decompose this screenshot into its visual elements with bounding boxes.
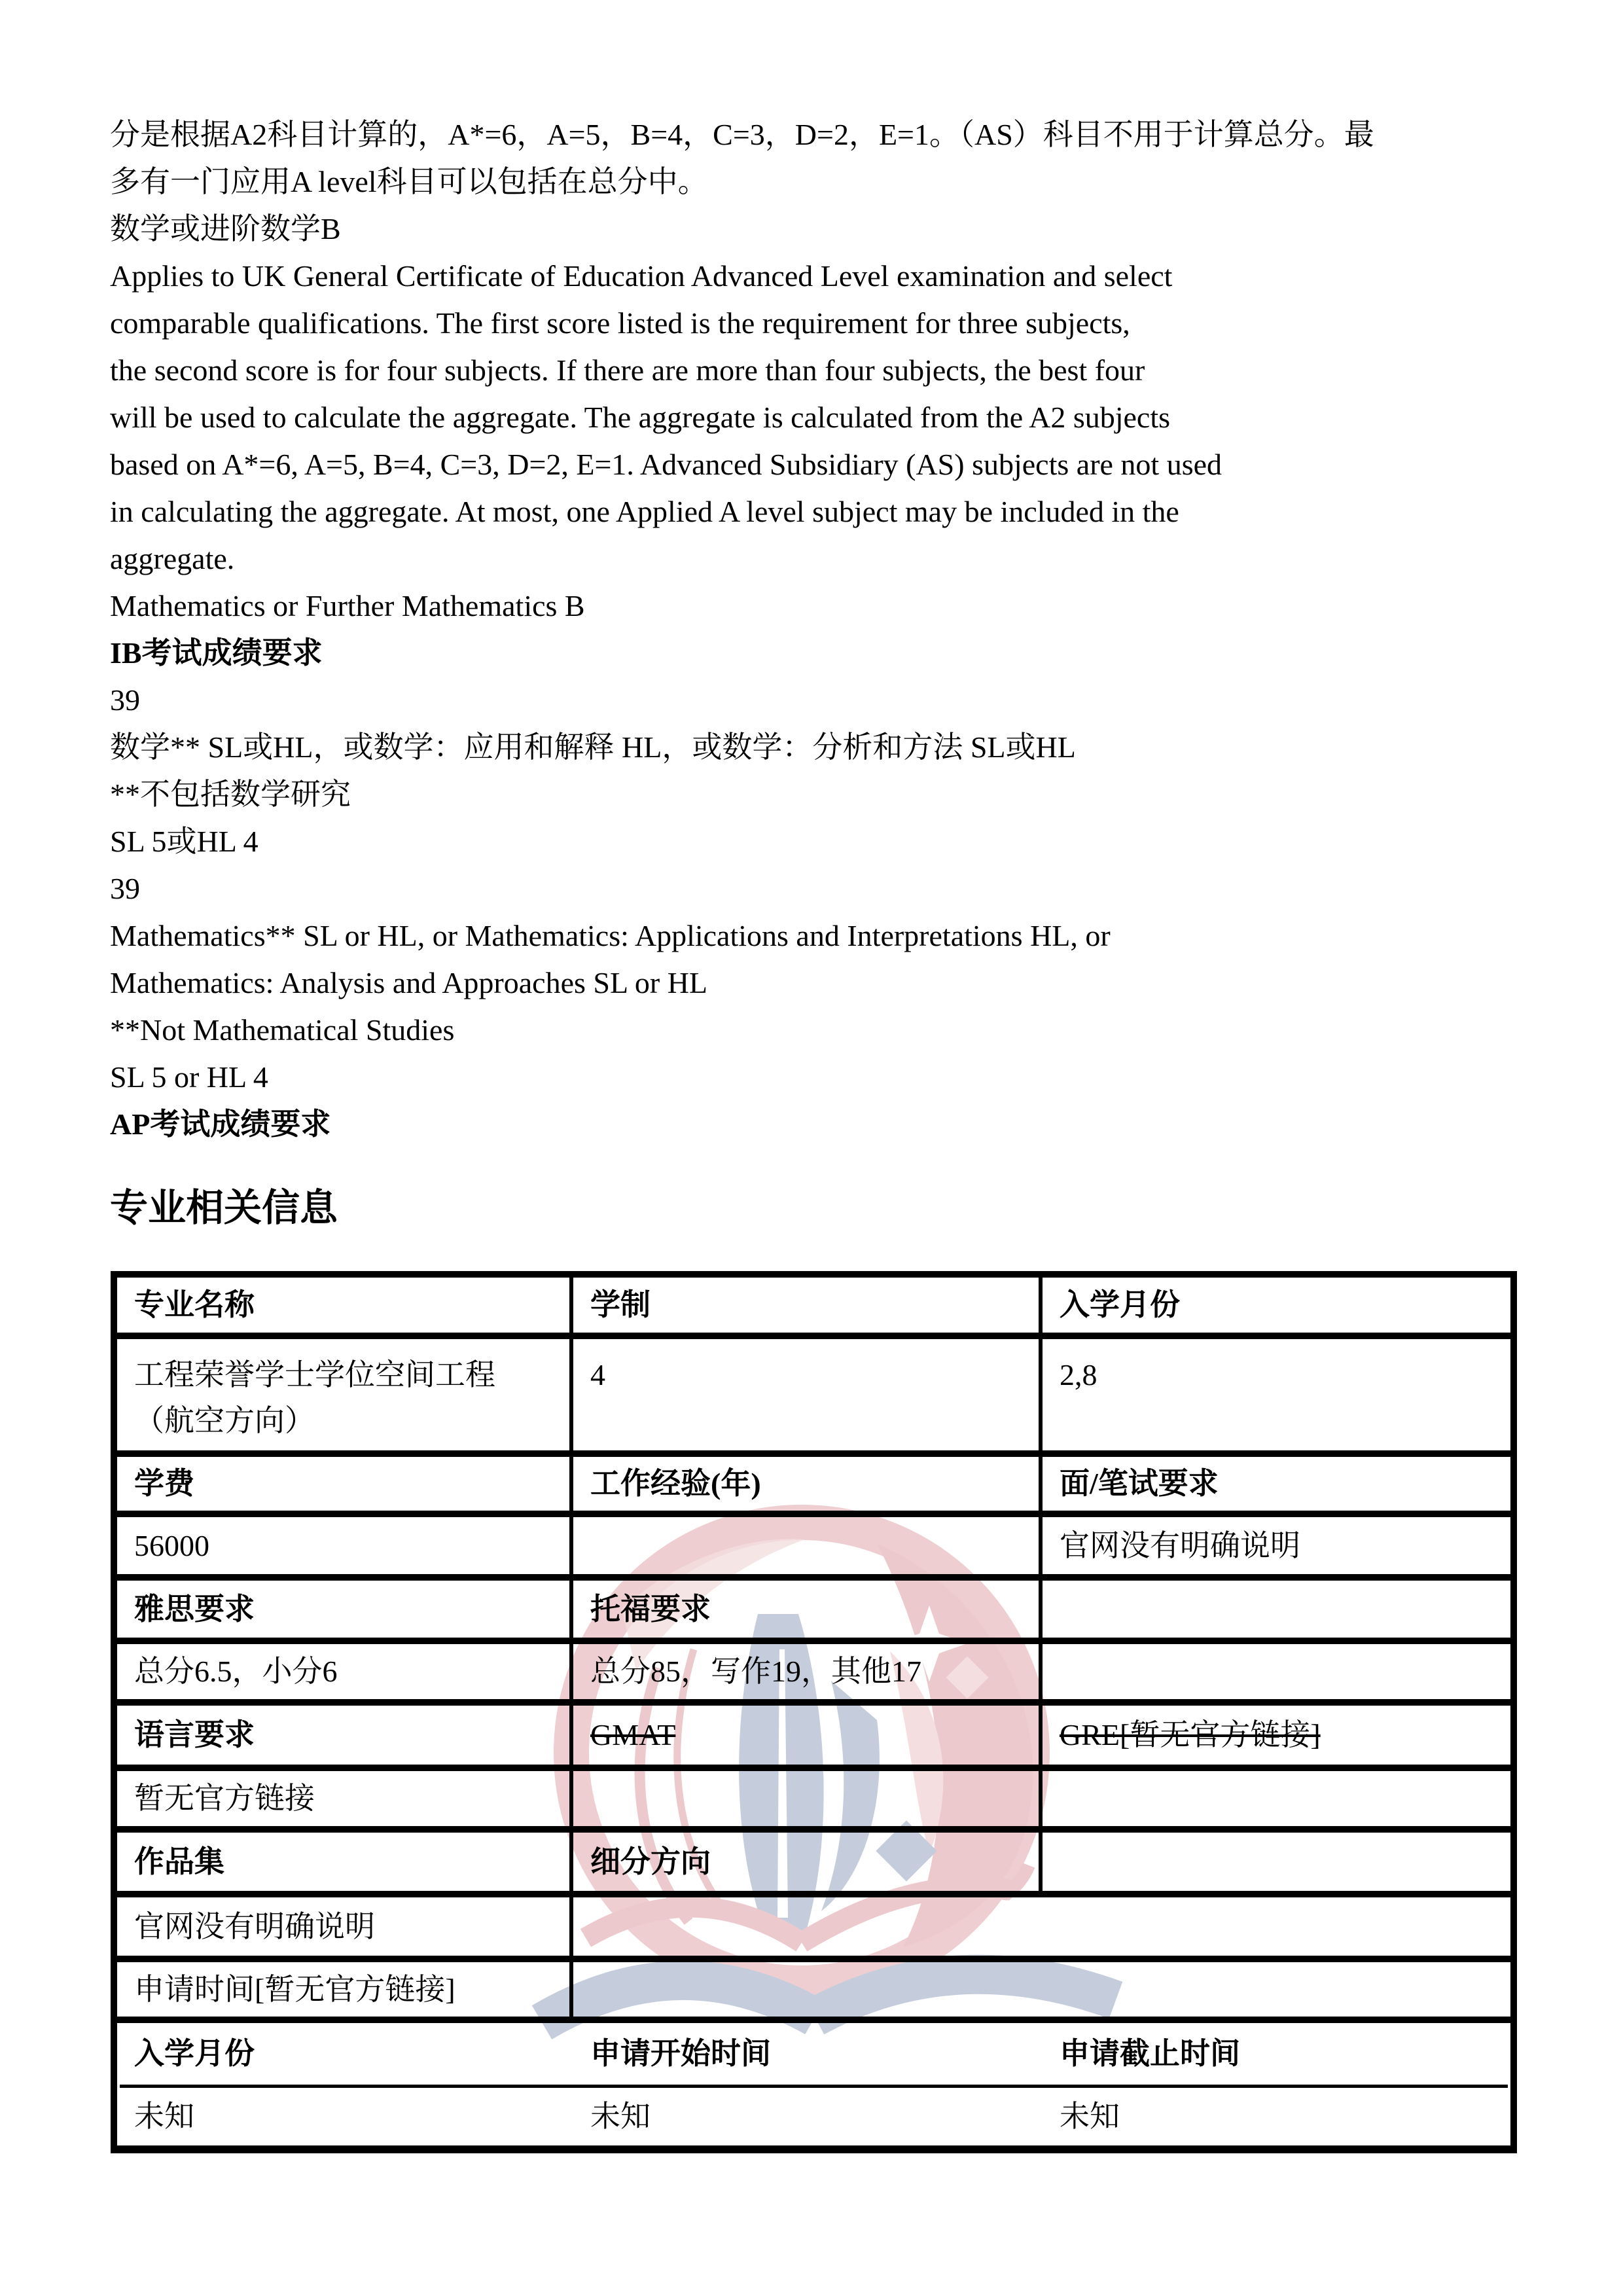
td-empty	[573, 1771, 1039, 1826]
text-line: SL 5 or HL 4	[110, 1060, 268, 1094]
text-line: in calculating the aggregate. At most, one Applied A level subject may be included in the	[110, 495, 1179, 528]
program-name-line2: （航空方向）	[134, 1404, 315, 1437]
subheading-ib-requirement: IB考试成绩要求	[110, 636, 323, 670]
row-divider	[111, 1511, 1517, 1517]
text-line: 39	[110, 683, 140, 717]
th-toefl: 托福要求	[590, 1592, 711, 1626]
text-line: **Not Mathematical Studies	[110, 1013, 455, 1047]
text-line: Mathematics: Analysis and Approaches SL or HL	[110, 966, 708, 999]
td-open-unknown: 未知	[590, 2100, 651, 2133]
td-ielts-value: 总分6.5，小分6	[134, 1655, 338, 1688]
td-gmat: GMAT	[590, 1718, 676, 1751]
row-divider	[111, 1891, 1517, 1897]
row-divider	[111, 1450, 1517, 1457]
td-language-link: 暂无官方链接	[134, 1782, 315, 1815]
program-info-table	[111, 1271, 1517, 2153]
subheading-ap-requirement: AP考试成绩要求	[110, 1107, 331, 1141]
program-name-line1: 工程荣誉学士学位空间工程	[134, 1358, 495, 1391]
th-work-experience: 工作经验(年)	[590, 1467, 761, 1500]
td-tuition-value: 56000	[134, 1528, 209, 1562]
row-divider	[111, 1699, 1517, 1706]
th-portfolio: 作品集	[134, 1844, 224, 1878]
table-border-top	[111, 1271, 1517, 1278]
text-line: 数学或进阶数学B	[110, 212, 341, 245]
th-language-requirement: 语言要求	[134, 1718, 255, 1751]
td-empty	[1043, 1771, 1510, 1826]
page-title: 专业相关信息	[110, 1187, 338, 1229]
row-divider	[111, 1638, 1517, 1644]
td-work-experience-value	[573, 1517, 1039, 1574]
td-deadline-unknown: 未知	[1060, 2100, 1120, 2133]
th-application-deadline: 申请截止时间	[1060, 2037, 1240, 2070]
row-divider	[111, 2017, 1517, 2023]
row-divider	[111, 1826, 1517, 1833]
text-line: Mathematics** SL or HL, or Mathematics: Applications and Interpretations HL, or	[110, 919, 1111, 952]
td-program-name	[117, 1339, 569, 1450]
text-line: the second score is for four subjects. If there are more than four subjects, the best four	[110, 353, 1145, 387]
text-line: will be used to calculate the aggregate. The aggregate is calculated from the A2 subjects	[110, 401, 1171, 434]
th-intake-month: 入学月份	[1060, 1288, 1180, 1321]
td-intake-unknown: 未知	[134, 2100, 194, 2133]
text-line: 39	[110, 872, 140, 905]
th-empty	[1043, 1581, 1510, 1638]
td-interview-exam-value: 官网没有明确说明	[1060, 1528, 1300, 1562]
th-tuition: 学费	[134, 1467, 194, 1500]
th-duration: 学制	[590, 1288, 651, 1321]
th-intake-month-2: 入学月份	[134, 2037, 255, 2070]
text-line: aggregate.	[110, 542, 235, 575]
td-gre: GRE[暂无官方链接]	[1060, 1718, 1321, 1751]
text-line: Applies to UK General Certificate of Education Advanced Level examination and select	[110, 259, 1173, 293]
td-intake-month-value: 2,8	[1060, 1358, 1097, 1391]
intro-text-block	[110, 111, 1524, 1148]
text-line: Mathematics or Further Mathematics B	[110, 589, 585, 622]
td-specialization-value	[573, 1897, 1510, 1956]
text-line: comparable qualifications. The first score listed is the requirement for three subjects,	[110, 306, 1130, 340]
td-empty	[1043, 1644, 1510, 1699]
text-line: based on A*=6, A=5, B=4, C=3, D=2, E=1. Advanced Subsidiary (AS) subjects are not used	[110, 448, 1222, 481]
th-specialization: 细分方向	[590, 1844, 711, 1878]
text-line: **不包括数学研究	[110, 778, 351, 811]
text-line: 多有一门应用A level科目可以包括在总分中。	[110, 165, 708, 198]
table-border-bottom	[111, 2145, 1517, 2153]
text-line: 分是根据A2科目计算的，A*=6，A=5，B=4，C=3，D=2，E=1。（AS）科目不用于计算总分。最	[110, 118, 1374, 151]
row-divider	[111, 1956, 1517, 1962]
td-portfolio-value: 官网没有明确说明	[134, 1909, 375, 1943]
text-line: 数学** SL或HL，或数学：应用和解释 HL，或数学：分析和方法 SL或HL	[110, 730, 1076, 764]
th-interview-exam: 面/笔试要求	[1060, 1467, 1219, 1500]
text-line: SL 5或HL 4	[110, 825, 259, 858]
td-duration-value: 4	[590, 1358, 605, 1391]
row-divider	[111, 1574, 1517, 1581]
row-divider	[111, 1765, 1517, 1771]
th-major-name: 专业名称	[134, 1288, 255, 1321]
td-toefl-value: 总分85，写作19，其他17	[590, 1655, 921, 1688]
th-ielts: 雅思要求	[134, 1592, 255, 1626]
td-application-time: 申请时间[暂无官方链接]	[134, 1972, 455, 2006]
th-application-open: 申请开始时间	[590, 2037, 771, 2070]
row-divider	[111, 1333, 1517, 1339]
